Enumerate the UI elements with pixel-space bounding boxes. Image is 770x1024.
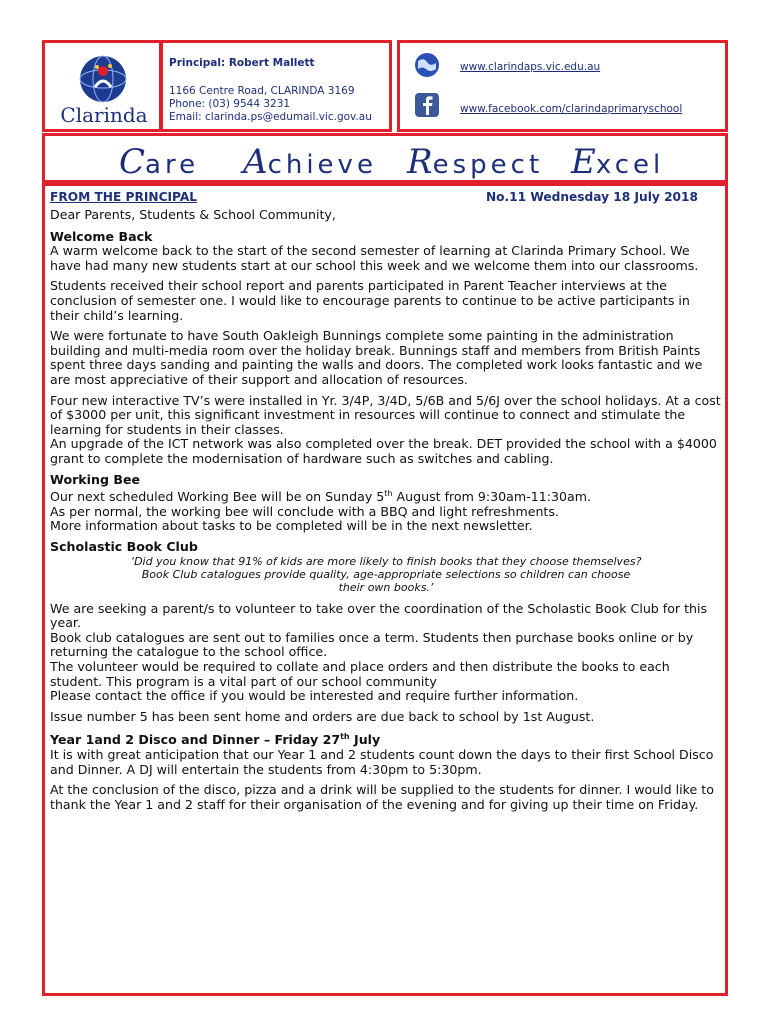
book-club-quote: ‘Did you know that 91% of kids are more likely to finish books that they choose themselves? Book Club catalogues provide quality, age-appropriate selections so children can choose their own books.’ bbox=[130, 554, 642, 594]
school-address: 1166 Centre Road, CLARINDA 3169 bbox=[169, 85, 355, 97]
greeting: Dear Parents, Students & School Community, bbox=[50, 207, 336, 222]
working-bee-heading: Working Bee bbox=[50, 471, 141, 487]
school-logo-box bbox=[42, 40, 162, 132]
issue-date: No.11 Wednesday 18 July 2018 bbox=[485, 190, 698, 204]
working-bee-bbq: As per normal, the working bee will conclude with a BBQ and light refreshments. bbox=[50, 503, 559, 519]
welcome-paragraph-3: We were fortunate to have South Oakleigh Bunnings complete some painting in the administration building and multi-media room over the holiday break. Bunnings staff and members from British Paints spent three days sanding and painting the walls and doors. The completed work looks fantastic and we are most appreciative of their support and allocation of resources. bbox=[50, 328, 703, 387]
disco-paragraph-2: At the conclusion of the disco, pizza and a drink will be supplied to the students for dinner. I would like to thank the Year 1 and 2 staff for their organisation of the evening and for giving up their time on Friday. bbox=[50, 782, 714, 812]
motto-banner bbox=[42, 133, 728, 183]
welcome-paragraph-4: Four new interactive TV’s were installed in Yr. 3/4P, 3/4D, 5/6B and 5/6J over the school holidays. At a cost of $3000 per unit, this significant investment in resources will continue to connect and stimulate the learning for students in their classes. bbox=[50, 392, 721, 437]
book-club-paragraph-5: Issue number 5 has been sent home and orders are due back to school by 1st August. bbox=[50, 708, 595, 724]
facebook-icon bbox=[412, 91, 442, 119]
welcome-heading: Welcome Back bbox=[50, 228, 153, 244]
school-email[interactable]: Email: clarinda.ps@edumail.vic.gov.au bbox=[169, 111, 372, 123]
book-club-paragraph-3: The volunteer would be required to collate and place orders and then distribute the books to each student. This program is a vital part of our school community bbox=[50, 659, 670, 689]
contact-info-box bbox=[160, 40, 392, 132]
newsletter-body bbox=[42, 183, 728, 996]
welcome-paragraph-5: An upgrade of the ICT network was also completed over the break. DET provided the school with a $4000 grant to complete the modernisation of hardware such as switches and cabling. bbox=[50, 436, 717, 466]
book-club-paragraph-1: We are seeking a parent/s to volunteer to take over the coordination of the Scholastic Book Club for this year. bbox=[50, 600, 708, 631]
web-links-box bbox=[397, 40, 728, 132]
disco-paragraph-1: It is with great anticipation that our Year 1 and 2 students count down the days to their first School Disco and Dinner. A DJ will entertain the students from 4:30pm to 5:30pm. bbox=[50, 747, 714, 777]
book-club-paragraph-4: Please contact the office if you would be interested and require further information. bbox=[50, 688, 579, 704]
welcome-paragraph-2: Students received their school report and parents participated in Parent Teacher interviews at the conclusion of semester one. I would like to encourage parents to continue to be active participants in their child’s learning. bbox=[50, 278, 690, 323]
welcome-paragraph-1: A warm welcome back to the start of the second semester of learning at Clarinda Primary School. We have had many new students start at our school this week and we welcome them into our classrooms. bbox=[50, 243, 699, 273]
book-club-heading: Scholastic Book Club bbox=[50, 539, 198, 555]
facebook-link[interactable]: www.facebook.com/clarindaprimaryschool bbox=[460, 103, 683, 115]
school-phone: Phone: (03) 9544 3231 bbox=[169, 98, 291, 110]
book-club-paragraph-2: Book club catalogues are sent out to families once a term. Students then purchase books online or by returning the catalogue to the school office. bbox=[50, 629, 694, 660]
newsletter-header bbox=[50, 190, 722, 208]
website-link[interactable]: www.clarindaps.vic.edu.au bbox=[460, 61, 601, 73]
motto-achieve: Achieve bbox=[243, 142, 377, 182]
principal-name: Principal: Robert Mallett bbox=[169, 57, 315, 69]
section-title: FROM THE PRINCIPAL bbox=[50, 190, 198, 204]
motto-care: Care bbox=[119, 142, 200, 182]
globe-web-icon bbox=[412, 51, 442, 79]
disco-heading: Year 1and 2 Disco and Dinner – Friday 27th July bbox=[50, 732, 381, 748]
motto-excel: Excel bbox=[571, 142, 665, 182]
globe-logo-icon bbox=[77, 53, 129, 105]
motto-respect: Respect bbox=[407, 142, 544, 182]
working-bee-date: Our next scheduled Working Bee will be on Sunday 5th August from 9:30am-11:30am. bbox=[50, 489, 591, 505]
school-logo-text: Clarinda bbox=[60, 103, 148, 127]
working-bee-info: More information about tasks to be completed will be in the next newsletter. bbox=[50, 518, 533, 534]
